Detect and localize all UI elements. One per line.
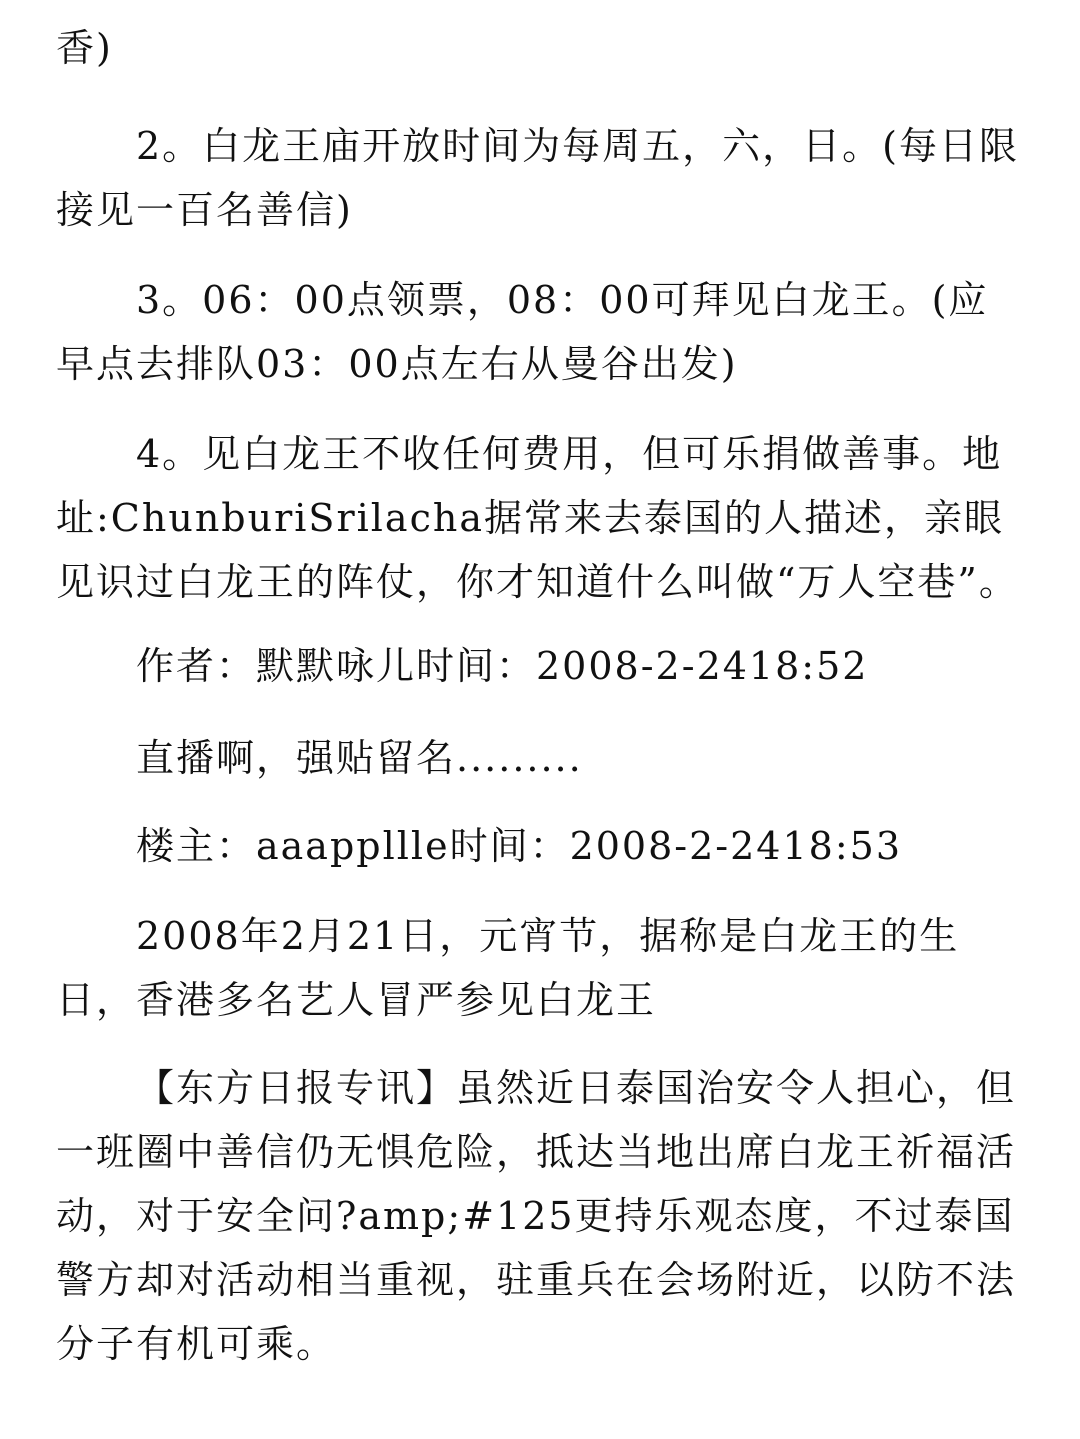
paragraph-news-body: 【东方日报专讯】虽然近日泰国治安令人担心，但一班圈中善信仍无惧危险，抵达当地出席白龙王祈福活动，对于安全问?amp;#125更持乐观态度，不过泰国警方却对活动相当重视，驻重兵在会场附近，以防不法分子有机可乘。 xyxy=(56,1066,1017,1366)
post-owner-line: 楼主：aaappllle时间：2008-2-2418:53 xyxy=(136,824,902,868)
post-author-line: 作者：默默咏儿时间：2008-2-2418:52 xyxy=(136,644,869,688)
paragraph-fragment: 香) xyxy=(56,26,113,70)
paragraph-news-headline: 2008年2月21日，元宵节，据称是白龙王的生日，香港多名艺人冒严参见白龙王 xyxy=(56,914,960,1022)
paragraph-address: 4。见白龙王不收任何费用，但可乐捐做善事。地址:ChunburiSrilacha据常来去泰国的人描述，亲眼见识过白龙王的阵仗，你才知道什么叫做“万人空巷”。 xyxy=(56,432,1019,604)
post-reply: 直播啊，强贴留名......... xyxy=(136,736,583,780)
paragraph-ticket-time: 3。06：00点领票，08：00可拜见白龙王。(应早点去排队03：00点左右从曼谷出发) xyxy=(56,278,989,386)
paragraph-opening-hours: 2。白龙王庙开放时间为每周五，六，日。(每日限接见一百名善信) xyxy=(56,124,1020,232)
